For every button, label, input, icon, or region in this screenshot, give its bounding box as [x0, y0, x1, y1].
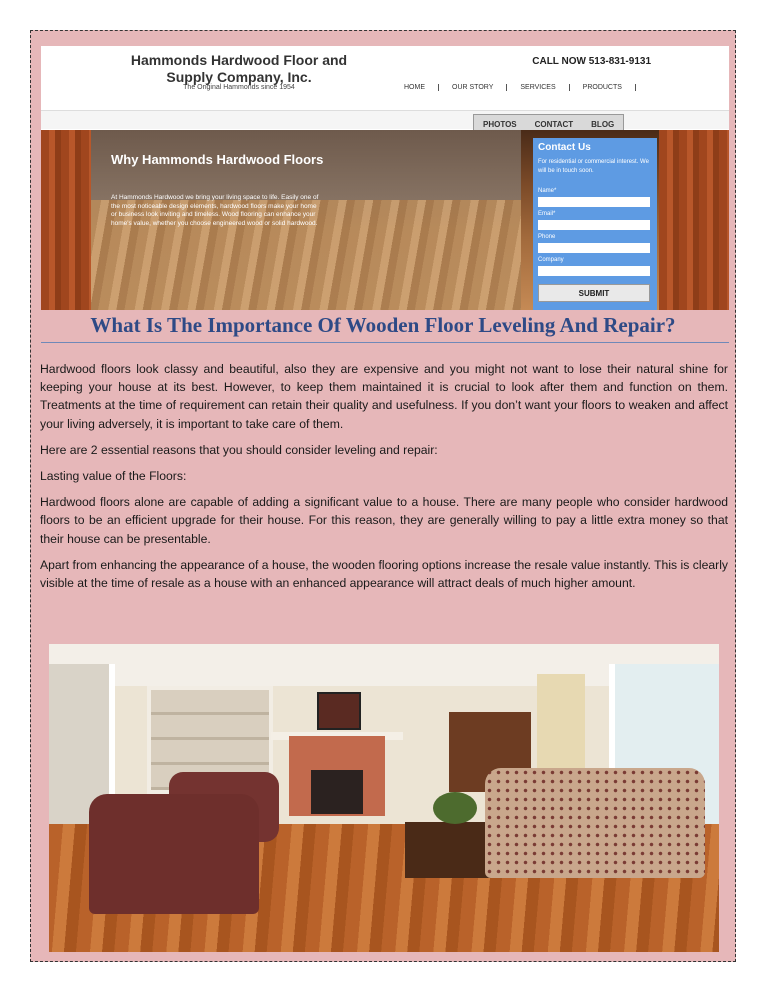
paragraph: Hardwood floors alone are capable of adding a significant value to a house. There are many people who consider hardwood floors to be an efficient upgrade for their house. For this reason, they are generally willing to pay a little extra money so that their house can be presentable. — [40, 495, 728, 546]
nav-blog[interactable]: BLOG — [591, 120, 615, 129]
nav-products[interactable]: PRODUCTS — [570, 84, 636, 91]
company-name: Hammonds Hardwood Floor and Supply Company, Inc. — [130, 52, 348, 85]
photo-portrait — [317, 692, 361, 730]
photo-sofa — [485, 768, 705, 878]
primary-nav — [391, 84, 636, 91]
article-title: What Is The Importance Of Wooden Floor Leveling And Repair? — [90, 313, 676, 337]
photo-armchair-front — [89, 794, 259, 914]
nav-photos[interactable]: PHOTOS — [483, 120, 517, 129]
phone-label: Phone — [538, 234, 556, 240]
email-label: Email* — [538, 211, 556, 217]
article-body — [40, 360, 728, 600]
company-label: Company — [538, 257, 564, 263]
living-room-photo — [49, 644, 719, 952]
company-field[interactable] — [538, 266, 650, 276]
contact-title: Contact Us — [538, 142, 591, 153]
paragraph: Lasting value of the Floors: — [40, 469, 187, 484]
paragraph: Apart from enhancing the appearance of a house, the wooden flooring options increase the resale value instantly. This is clearly visible at the time of resale as a house with an enhanced appearance will attract deals of much higher amount. — [40, 557, 728, 591]
header-stripe — [41, 110, 729, 129]
hero-text: At Hammonds Hardwood we bring your living space to life. Easily one of the most noticeable design elements, hardwood floors make your home or business look inviting and timeless. Wood flooring can enhance your home's value, whether you choose engineered wood or solid hardwood. — [111, 194, 319, 227]
nav-services[interactable]: SERVICES — [507, 84, 569, 91]
paragraph: Here are 2 essential reasons that you should consider leveling and repair: — [40, 442, 438, 457]
company-tagline: The Original Hammonds since 1954 — [183, 84, 295, 91]
call-now-text: CALL NOW 513-831-9131 — [532, 56, 651, 67]
phone-field[interactable] — [538, 243, 650, 253]
submit-button[interactable]: SUBMIT — [538, 284, 650, 302]
hero-title: Why Hammonds Hardwood Floors — [111, 152, 324, 167]
photo-coffee-table — [405, 822, 497, 878]
hero-banner — [41, 130, 729, 310]
contact-form — [533, 138, 657, 310]
email-field[interactable] — [538, 220, 650, 230]
title-divider — [41, 342, 729, 343]
paragraph: Hardwood floors look classy and beautiful, also they are expensive and you might not want to lose their natural shine for keeping your house at its best. However, to keep them maintained it is crucial to look after them and function on them. Treatments at the time of requirement can retain their quality and usefulness. If you don’t want your floors to weaken and affect your living adversely, it is important to take care of them. — [40, 362, 728, 431]
wood-panel-right — [659, 130, 729, 310]
name-field[interactable] — [538, 197, 650, 207]
photo-firebox — [311, 770, 363, 814]
website-screenshot — [41, 46, 729, 310]
contact-intro: For residential or commercial interest. We will be in touch soon. — [538, 159, 649, 174]
nav-home[interactable]: HOME — [391, 84, 439, 91]
wood-panel-left — [41, 130, 91, 310]
photo-plant — [433, 792, 477, 824]
nav-contact[interactable]: CONTACT — [534, 120, 574, 129]
name-label: Name* — [538, 188, 557, 194]
nav-our-story[interactable]: OUR STORY — [439, 84, 507, 91]
